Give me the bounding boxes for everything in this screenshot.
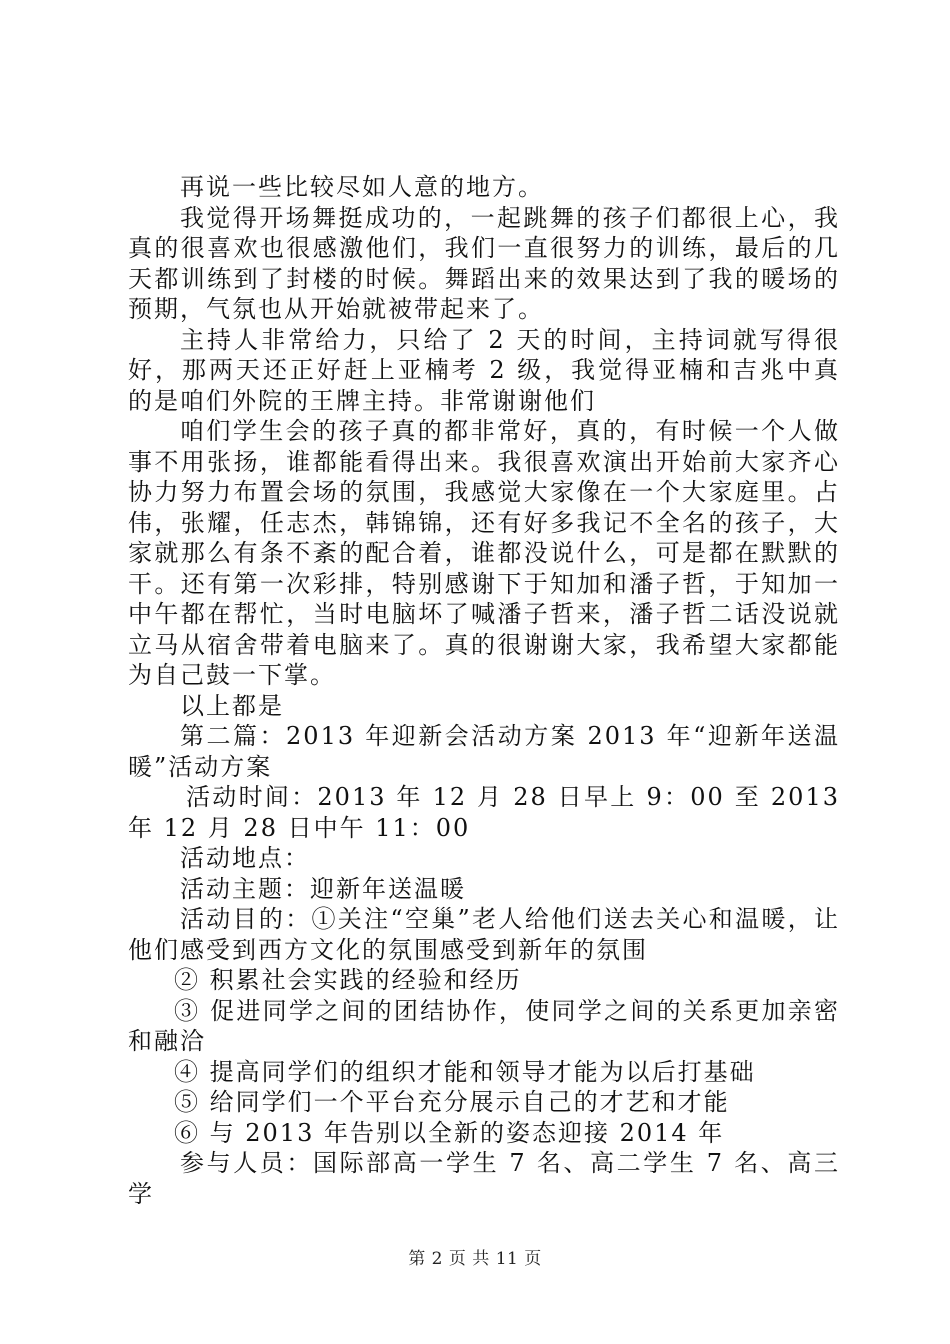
paragraph: 参与人员：国际部高一学生 7 名、高二学生 7 名、高三学 [128,1149,840,1208]
list-item: ③ 促进同学之间的团结协作，使同学之间的关系更加亲密和融洽 [128,996,840,1055]
list-item: ④ 提高同学们的组织才能和领导才能为以后打基础 [174,1057,756,1086]
page-number-footer: 第 2 页 共 11 页 [408,1249,542,1269]
paragraph: 咱们学生会的孩子真的都非常好，真的，有时候一个人做事不用张扬，谁都能看得出来。我很喜欢演出开始前大家齐心协力努力布置会场的氛围，我感觉大家像在一个大家庭里。占伟，张耀，任志杰，韩锦锦，还有好多我记不全名的孩子，大家就那么有条不紊的配合着，谁都没说什么，可是都在默默的干。还有第一次彩排，特别感谢下于知加和潘子哲，于知加一中午都在帮忙，当时电脑坏了喊潘子哲来，潘子哲二话没说就立马从宿舍带着电脑来了。真的很谢谢大家，我希望大家都能为自己鼓一下掌。 [128,417,840,689]
paragraph: 我觉得开场舞挺成功的，一起跳舞的孩子们都很上心，我真的很喜欢也很感激他们，我们一直很努力的训练，最后的几天都训练到了封楼的时候。舞蹈出来的效果达到了我的暖场的预期，气氛也从开始就被带起来了。 [128,203,840,323]
list-item: ⑤ 给同学们一个平台充分展示自己的才艺和才能 [174,1088,730,1116]
paragraph: 再说一些比较尽如人意的地方。 [180,173,544,201]
paragraph: 活动目的：①关注“空巢”老人给他们送去关心和温暖，让他们感受到西方文化的氛围感受到新年的氛围 [128,905,840,964]
list-item: ⑥ 与 2013 年告别以全新的姿态迎接 2014 年 [174,1118,725,1147]
paragraph: 活动地点： [180,844,310,872]
section-heading: 第二篇：2013 年迎新会活动方案 2013 年“迎新年送温暖”活动方案 [128,722,840,781]
paragraph: 活动时间：2013 年 12 月 28 日早上 9：00 至 2013 年 12 月 28 日中午 11：00 [128,783,850,842]
list-item: ② 积累社会实践的经验和经历 [174,966,522,994]
paragraph: 活动主题：迎新年送温暖 [180,874,466,903]
document-body [128,172,850,1209]
paragraph: 以上都是 [180,691,284,720]
paragraph: 主持人非常给力，只给了 2 天的时间，主持词就写得很好，那两天还正好赶上亚楠考 2 级，我觉得亚楠和吉兆中真的是咱们外院的王牌主持。非常谢谢他们 [128,325,840,415]
